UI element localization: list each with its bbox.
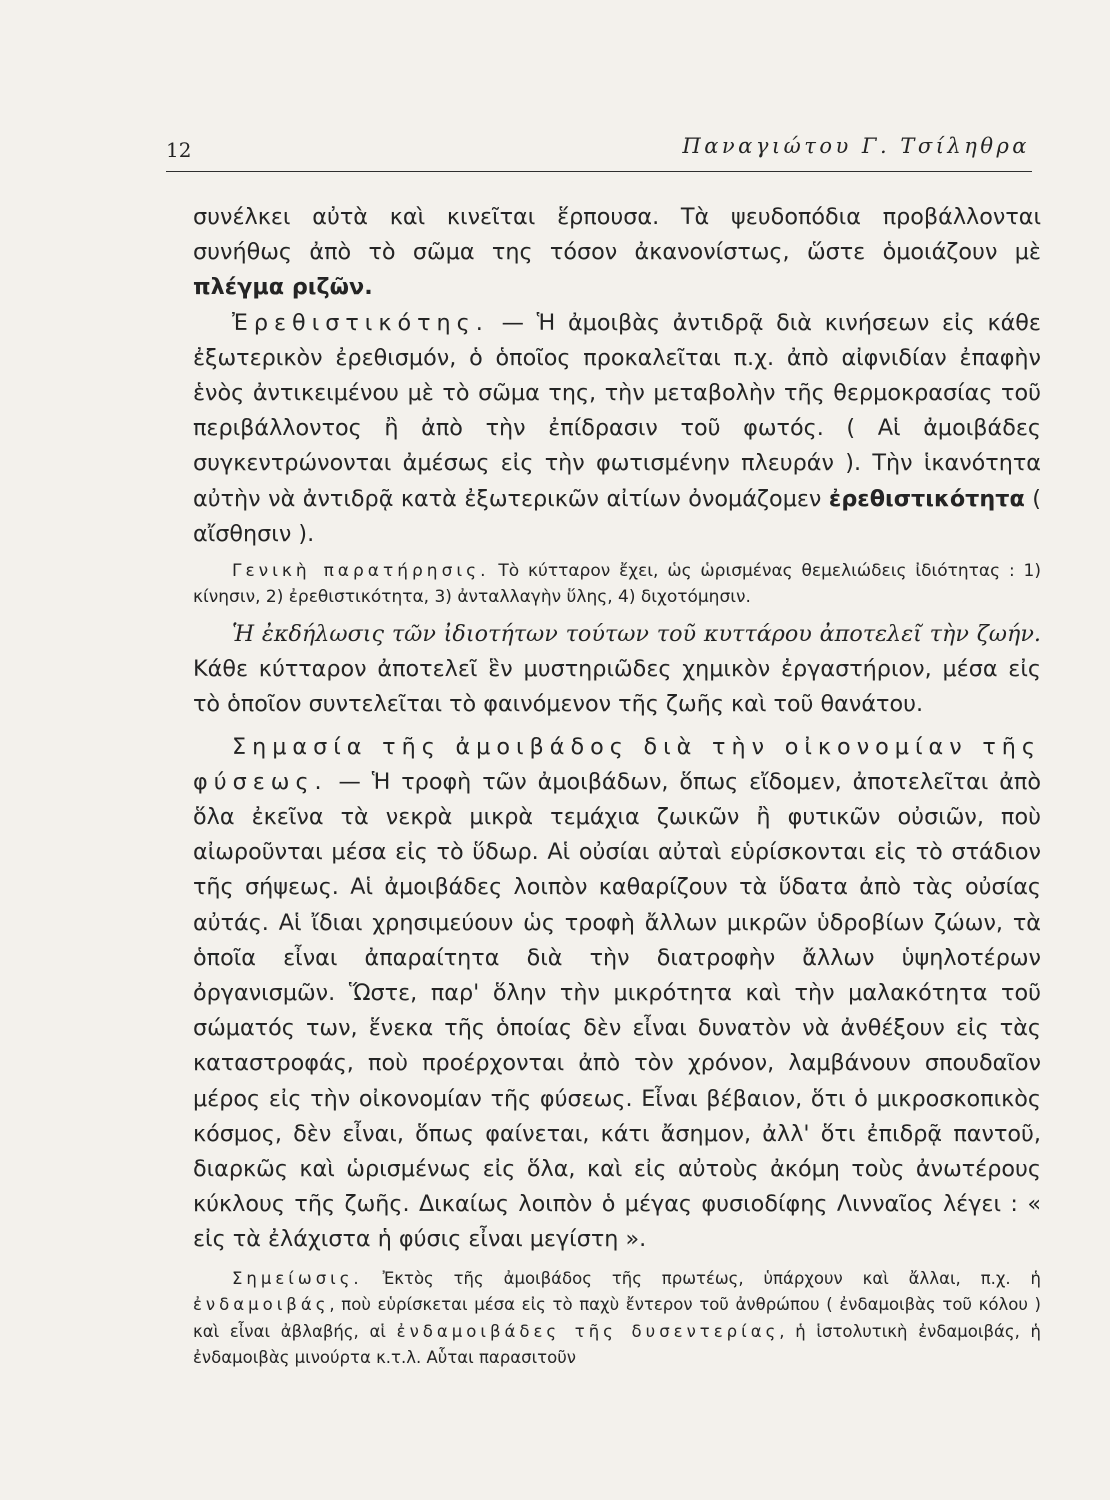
paragraph-pseudopodia: συνέλκει αὐτὰ καὶ κινεῖται ἕρπουσα. Τὰ ψευδοπόδια προβάλλονται συνήθως ἀπὸ τὸ σῶμα της τόσον ἀκανονίστως, ὥστε ὁμοιάζουν μὲ πλέγμα ριζῶν.	[193, 204, 1041, 301]
paragraph-irritability: Ἐρεθιστικότης. — Ἡ ἀμοιβὰς ἀντιδρᾷ διὰ κινήσεων εἰς κάθε ἐξωτερικὸν ἐρεθισμόν, ὁ ὁποῖος προκαλεῖται π.χ. ἀπὸ αἰφνιδίαν ἐπαφὴν ἑνὸς ἀντικειμένου μὲ τὸ σῶμα της, τὴν μεταβολὴν τῆς θερμοκρασίας τοῦ περιβάλλοντος ἢ ἀπὸ τὴν ἐπίδρασιν τοῦ φωτός. ( Αἱ ἀμοιβάδες συγκεντρώνονται ἀμέσως εἰς τὴν φωτισμένην πλευράν ). Τὴν ἱκανότητα αὐτὴν νὰ ἀντιδρᾷ κατὰ ἐξωτερικῶν αἰτίων ὀνομάζομεν ἐρεθιστικότητα ( αἴσθησιν ).	[193, 309, 1042, 547]
body-text	[193, 200, 1041, 1372]
term-dysentery-endamoeba: ἐνδαμοιβάδες τῆς δυσεντερίας	[396, 1321, 780, 1341]
term-endamoeba: ἐνδαμοιβάς	[193, 1295, 330, 1315]
paragraph-general-remark: Γενικὴ παρατήρησις. Τὸ κύτταρον ἔχει, ὡς ὡρισμένας θεμελιώδεις ἰδιότητας : 1) κίνησιν, 2) ἐρεθιστικότητα, 3) ἀνταλλαγὴν ὕλης, 4) διχοτόμησιν.	[193, 561, 1041, 608]
page-number: 12	[166, 138, 192, 162]
paragraph-economy-of-nature: Σημασία τῆς ἀμοιβάδος διὰ τὴν οἰκονομίαν τῆς φύσεως. — Ἡ τροφὴ τῶν ἀμοιβάδων, ὅπως εἴδομεν, ἀποτελεῖται ἀπὸ ὅλα ἐκεῖνα τὰ νεκρὰ μικρὰ τεμάχια ζωικῶν ἢ φυτικῶν οὐσιῶν, ποὺ αἰωροῦνται μέσα εἰς τὸ ὕδωρ. Αἱ οὐσίαι αὐταὶ εὑρίσκονται εἰς τὸ στάδιον τῆς σήψεως. Αἱ ἀμοιβάδες λοιπὸν καθαρίζουν τὰ ὕδατα ἀπὸ τὰς οὐσίας αὐτάς. Αἱ ἴδιαι χρησιμεύουν ὡς τροφὴ ἄλλων μικρῶν ὑδροβίων ζώων, τὰ ὁποῖα εἶναι ἀπαραίτητα διὰ τὴν διατροφὴν ἄλλων ὑψηλοτέρων ὀργανισμῶν. Ὥστε, παρ' ὅλην τὴν μικρότητα καὶ τὴν μαλακότητα τοῦ σώματός των, ἕνεκα τῆς ὁποίας δὲν εἶναι δυνατὸν νὰ ἀνθέξουν εἰς τὰς καταστροφάς, ποὺ προέρχονται ἀπὸ τὸν χρόνον, λαμβάνουν σπουδαῖον μέρος εἰς τὴν οἰκονομίαν τῆς φύσεως. Εἶναι βέβαιον, ὅτι ὁ μικροσκοπικὸς κόσμος, δὲν εἶναι, ὅπως φαίνεται, κάτι ἄσημον, ἀλλ' ὅτι ἐπιδρᾷ παντοῦ, διαρκῶς καὶ ὡρισμένως εἰς ὅλα, καὶ εἰς αὐτοὺς ἀκόμη τοὺς ἀνωτέρους κύκλους τῆς ζωῆς. Δικαίως λοιπὸν ὁ μέγας φυσιοδίφης Λινναῖος λέγει : « εἰς τὰ ἐλάχιστα ἡ φύσις εἶναι μεγίστη ».	[193, 733, 1041, 1253]
page-header	[166, 132, 1032, 172]
running-title: Παναγιώτου Γ. Τσίληθρα	[682, 134, 1030, 158]
italic-statement-life: Ἡ ἐκδήλωσις τῶν ἰδιοτήτων τούτων τοῦ κυττάρου ἀποτελεῖ τὴν ζωήν.	[232, 621, 1041, 648]
header-rule	[166, 171, 1032, 172]
term-root-network: πλέγμα ριζῶν.	[193, 274, 373, 301]
section-heading-economy: Σημασία τῆς ἀμοιβάδος διὰ τὴν οἰκονομίαν τῆς φύσεως.	[193, 733, 1041, 795]
paragraph-note: Σημείωσις. Ἐκτὸς τῆς ἀμοιβάδος τῆς πρωτέως, ὑπάρχουν καὶ ἄλλαι, π.χ. ἡ ἐνδαμοιβάς, ποὺ εὑρίσκεται μέσα εἰς τὸ παχὺ ἔντερον τοῦ ἀνθρώπου ( ἐνδαμοιβὰς τοῦ κόλου ) καὶ εἶναι ἀβλαβής, αἱ ἐνδαμοιβάδες τῆς δυσεντερίας, ἡ ἱστολυτικὴ ἐνδαμοιβάς, ἡ ἐνδαμοιβὰς μινούρτα κ.τ.λ. Αὗται παρασιτοῦν	[193, 1268, 1041, 1368]
section-heading-irritability: Ἐρεθιστικότης.	[232, 309, 489, 336]
term-irritability: ἐρεθιστικότητα	[828, 485, 1025, 512]
paragraph-life: Ἡ ἐκδήλωσις τῶν ἰδιοτήτων τούτων τοῦ κυττάρου ἀποτελεῖ τὴν ζωήν. Κάθε κύτταρον ἀποτελεῖ ἓν μυστηριῶδες χημικὸν ἐργαστήριον, μέσα εἰς τὸ ὁποῖον συντελεῖται τὸ φαινόμενον τῆς ζωῆς καὶ τοῦ θανάτου.	[193, 621, 1041, 718]
section-heading-general-remark: Γενικὴ παρατήρησις.	[232, 561, 490, 582]
section-heading-note: Σημείωσις.	[232, 1268, 363, 1288]
